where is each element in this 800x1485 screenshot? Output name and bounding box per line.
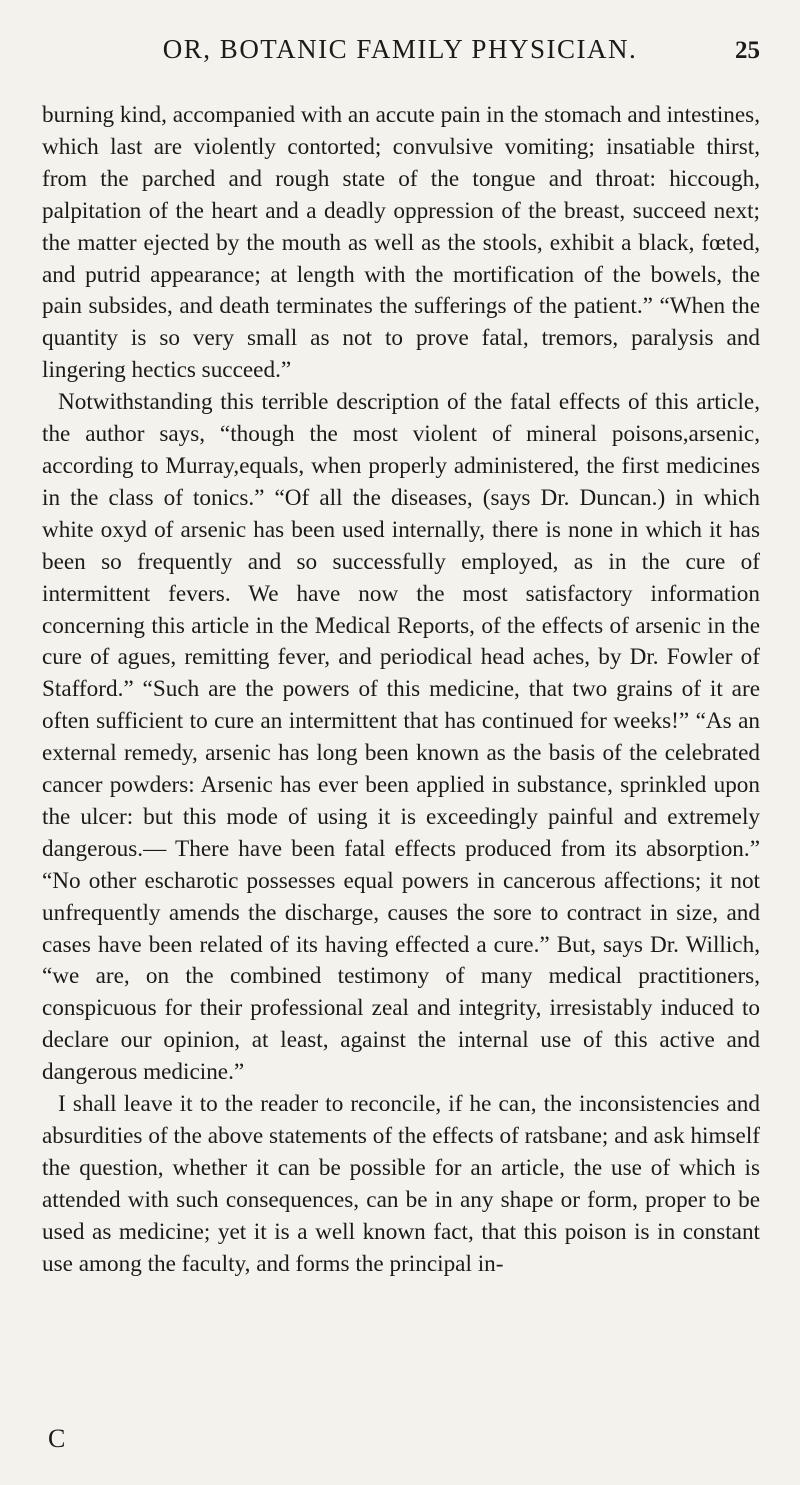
body-text (42, 100, 760, 1281)
paragraph-3: I shall leave it to the reader to reconcile, if he can, the inconsistencies and absurdities of the above statements of the effects of ratsbane; and ask himself the question, whether it can be possible for an article, the use of which is attended with such consequences, can be in any shape or form, proper to be used as medicine; yet it is a well known fact, that this poison is in constant use among the faculty, and forms the principal in- (42, 1091, 760, 1277)
running-title: OR, BOTANIC FAMILY PHYSICIAN. (162, 34, 638, 64)
paragraph-2: Notwithstanding this terrible description of the fatal effects of this article, the author says, “though the most violent of mineral poisons,arsenic, according to Murray,equals, when properly administered, the first medicines in the class of tonics.” “Of all the diseases, (says Dr. Duncan.) in which white oxyd of arsenic has been used internally, there is none in which it has been so frequently and so successfully employed, as in the cure of intermittent fevers. We have now the most satisfactory information concerning this article in the Medical Reports, of the effects of arsenic in the cure of agues, remitting fever, and periodical head aches, by Dr. Fowler of Stafford.” “Such are the powers of this medicine, that two grains of it are often sufficient to cure an intermittent that has continued for weeks!” “As an external remedy, arsenic has long been known as the basis of the celebrated cancer powders: Arsenic has ever been applied in substance, sprinkled upon the ulcer: but this mode of using it is exceedingly painful and extremely dangerous.— There have been fatal effects produced from its absorption.” “No other escharotic possesses equal powers in cancerous affections; it not unfrequently amends the discharge, causes the sore to contract in size, and cases have been related of its having effected a cure.” But, says Dr. Willich, “we are, on the combined testimony of many medical practitioners, conspicuous for their professional zeal and integrity, irresistably induced to declare our opinion, at least, against the internal use of this active and dangerous medicine.” (42, 389, 760, 1086)
running-header (0, 34, 800, 64)
paragraph-1: burning kind, accompanied with an accute pain in the stomach and intestines, which last are violently contorted; convulsive vomiting; insatiable thirst, from the parched and rough state of the tongue and throat: hiccough, palpitation of the heart and a deadly oppression of the breast, succeed next; the matter ejected by the mouth as well as the stools, exhibit a black, fœted, and putrid appearance; at length with the mortification of the bowels, the pain subsides, and death terminates the sufferings of the patient.” “When the quantity is so very small as not to prove fatal, tremors, paralysis and lingering hectics succeed.” (42, 102, 760, 384)
page-number: 25 (735, 37, 760, 64)
signature-mark: C (48, 1424, 66, 1453)
